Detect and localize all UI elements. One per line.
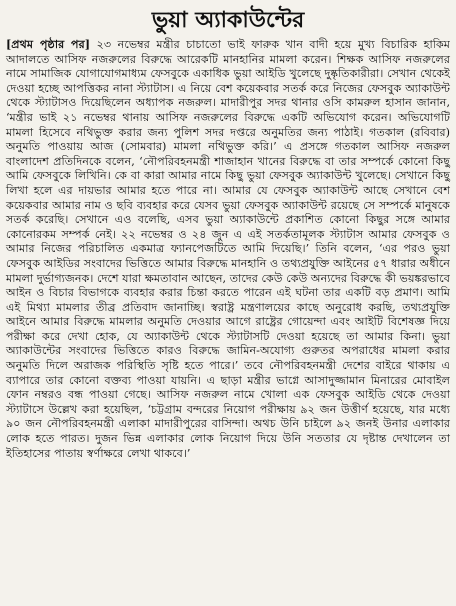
continued-from-front-page-label: [প্রথম পৃষ্ঠার পর] [6,37,91,51]
article-body-text: ২৩ নভেম্বর মন্ত্রীর চাচাতো ভাই ফারুক খান বাদী হয়ে মুখ্য বিচারিক হাকিম আদালতে আসিফ নজরুলের বিরুদ্ধে আরেকটি মানহানির মামলা করেন। শিক্ষক আসিফ নজরুলের নামে সামাজিক যোগাযোগমাধ্যম ফেসবুকে একাধিক ভুয়া আইডি খুলেছে দুষ্কৃতিকারীরা। সেখান থেকেই দেওয়া হচ্ছে আপত্তিকর নানা স্ট্যাটাস। এ নিয়ে বেশ কয়েকবার সতর্ক করে নিজের ফেসবুক অ্যাকাউন্ট থেকে স্ট্যাটাসও দিয়েছিলেন অধ্যাপক নজরুল। মাদারীপুর সদর থানার ওসি কামরুল হাসান জানান, ‘মন্ত্রীর ভাই ২১ নভেম্বর থানায় আসিফ নজরুলের বিরুদ্ধে একটি অভিযোগ করেন। অভিযোগটি মামলা হিসেবে নথিভুক্ত করার জন্য পুলিশ সদর দপ্তরে অনুমতির জন্য পাঠাই। গতকাল (রবিবার) অনুমতি পাওয়ায় আজ (সোমবার) মামলা নথিভুক্ত করি।’ এ প্রসঙ্গে গতকাল আসিফ নজরুল বাংলাদেশ প্রতিদিনকে বলেন, ‘নৌপরিবহনমন্ত্রী শাজাহান খানের বিরুদ্ধে বা তার সম্পর্কে কোনো কিছু আমি ফেসবুকে লিখিনি। কে বা কারা আমার নামে কিছু ভুয়া ফেসবুক অ্যাকাউন্ট খুলেছে। সেখানে কিছু লিখা হলে এর দায়ভার আমার হতে পারে না। আমার যে ফেসবুক অ্যাকাউন্ট আছে সেখানে বেশ কয়েকবার আমার নাম ও ছবি ব্যবহার করে যেসব ভুয়া ফেসবুক অ্যাকাউন্ট রয়েছে সে সম্পর্কে মানুষকে সতর্ক করেছি। সেখানে এও বলেছি, এসব ভুয়া অ্যাকাউন্টে প্রকাশিত কোনো কিছুর সঙ্গে আমার কোনোরকম সম্পর্ক নেই। ২২ নভেম্বর ও ২৪ জুন এ এই সতর্কতামূলক স্ট্যাটাস আমার ফেসবুক ও আমার নিজের পরিচালিত একমাত্র ফ্যানপেজটিতে আমি দিয়েছি।’ তিনি বলেন, ‘এর পরও ভুয়া ফেসবুক আইডির সংবাদের ভিত্তিতে আমার বিরুদ্ধে মানহানি ও তথ্যপ্রযুক্তি আইনের ৫৭ ধারার অধীনে মামলা দুর্ভাগ্যজনক। দেশে যারা ক্ষমতাবান আছেন, তাদের কেউ কেউ অন্যদের বিরুদ্ধে কী ভয়ঙ্করভাবে আইন ও বিচার বিভাগকে ব্যবহার করার চিন্তা করতে পারেন এই ঘটনা তার একটি বড় প্রমাণ। আমি এই মিথ্যা মামলার তীব্র প্রতিবাদ জানাচ্ছি। স্বরাষ্ট্র মন্ত্রণালয়ের কাছে অনুরোধ করছি, তথ্যপ্রযুক্তি আইনে আমার বিরুদ্ধে মামলার অনুমতি দেওয়ার আগে রাষ্ট্রের গোয়েন্দা এবং আইটি বিশেষজ্ঞ দিয়ে পরীক্ষা করে দেখা হোক, যে অ্যাকাউন্ট থেকে স্ট্যাটাসটি দেওয়া হয়েছে তা আমার কিনা। ভুয়া অ্যাকাউন্টের সংবাদের ভিত্তিতে কারও বিরুদ্ধে জামিন-অযোগ্য গুরুতর অপরাধের মামলা করার অনুমতি দিলে অরাজক পরিস্থিতি সৃষ্টি হতে পারে।’ তবে নৌপরিবহনমন্ত্রী দেশের বাইরে থাকায় এ ব্যাপারে তার কোনো বক্তব্য পাওয়া যায়নি। এ ছাড়া মন্ত্রীর ভাগ্নে আসাদুজ্জামান মিনারের মোবাইল ফোন নম্বরও বন্ধ পাওয়া গেছে। আসিফ নজরুল নামে খোলা এক ফেসবুক আইডি থেকে দেওয়া স্ট্যাটাসে উল্লেখ করা হয়েছিল, ‘চট্টগ্রাম বন্দরের নিয়োগ পরীক্ষায় ৯২ জন উত্তীর্ণ হয়েছে, যার মধ্যে ৯০ জন নৌপরিবহনমন্ত্রী এলাকা মাদারীপুরের বাসিন্দা। অথচ উনি চাইলে ৯২ জনই উনার এলাকার লোক হতে পারত। দুজন ভিন্ন এলাকার লোক নিয়োগ দিয়ে উনি সততার যে দৃষ্টান্ত দেখালেন তা ইতিহাসের পাতায় স্বর্ণাক্ষরে লেখা থাকবে।’ [6,38,450,460]
article-headline: ভুয়া অ্যাকাউন্টের [151,8,305,33]
article-body [6,37,450,461]
